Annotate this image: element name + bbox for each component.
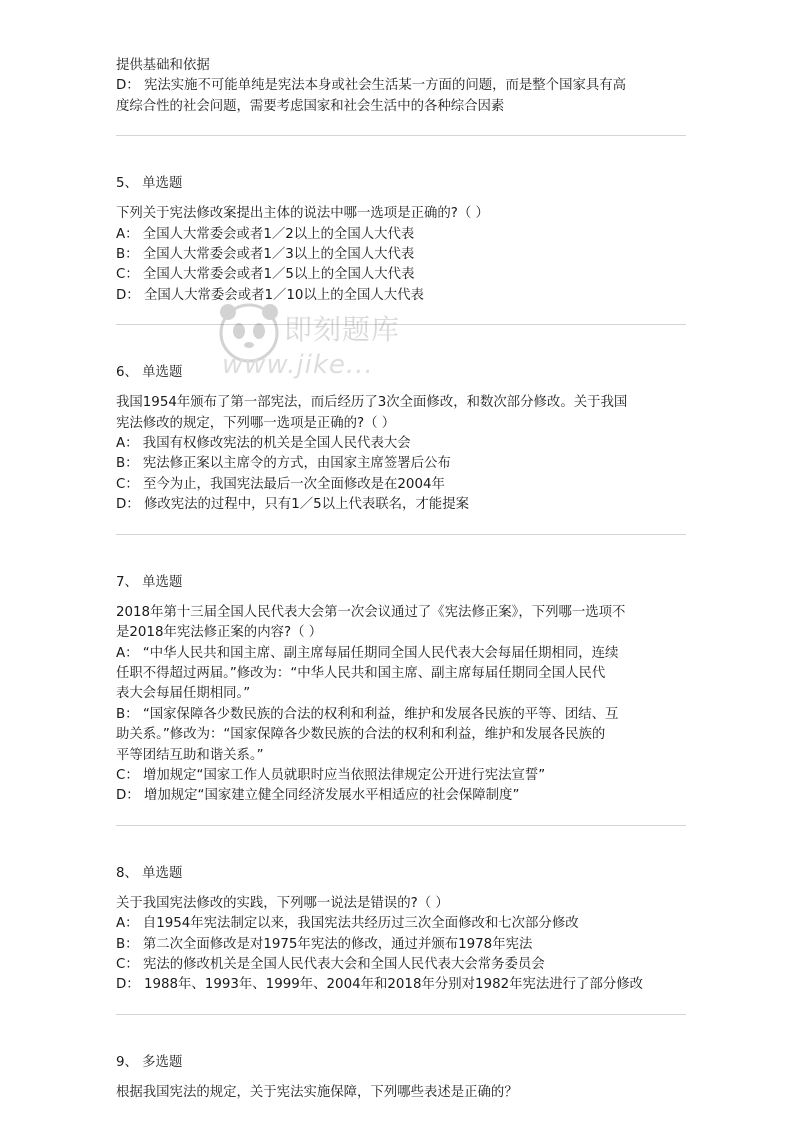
- option-a: A： 自1954年宪法制定以来，我国宪法共经历过三次全面修改和七次部分修改: [116, 916, 579, 932]
- option-d: D： 1988年、1993年、1999年、2004年和2018年分别对1982年宪法进行了部分修改: [116, 977, 644, 993]
- question-header: 9、 多选题: [116, 1054, 183, 1070]
- option-c: C： 宪法的修改机关是全国人民代表大会和全国人民代表大会常务委员会: [116, 956, 545, 972]
- option-a: A： 我国有权修改宪法的机关是全国人民代表大会: [116, 436, 411, 452]
- watermark-url: www.jike...: [222, 350, 374, 380]
- question-6: [116, 363, 686, 515]
- watermark-text: 即刻题库: [284, 313, 401, 346]
- option-c: C： 全国人大常委会或者1／5以上的全国人大代表: [116, 267, 415, 283]
- question-header: 5、 单选题: [116, 176, 183, 192]
- divider: [116, 324, 686, 325]
- question-header: 6、 单选题: [116, 365, 183, 381]
- option-d: D： 修改宪法的过程中，只有1／5以上代表联名，才能提案: [116, 497, 469, 513]
- option-b: B： “国家保障各少数民族的合法的权利和利益，维护和发展各民族的平等、团结、互: [116, 706, 619, 722]
- option-b: B： 第二次全面修改是对1975年宪法的修改，通过并颁布1978年宪法: [116, 936, 533, 952]
- question-stem: 是2018年宪法修正案的内容?（ ）: [116, 625, 323, 641]
- question-5: [116, 174, 686, 306]
- divider: [116, 1014, 686, 1015]
- question-8: [116, 864, 686, 996]
- option-c: C： 至今为止，我国宪法最后一次全面修改是在2004年: [116, 476, 445, 492]
- option-a: A： 全国人大常委会或者1／2以上的全国人大代表: [116, 226, 415, 242]
- option-b: B： 全国人大常委会或者1／3以上的全国人大代表: [116, 247, 415, 263]
- question-stem: 根据我国宪法的规定，关于宪法实施保障，下列哪些表述是正确的？: [116, 1084, 518, 1100]
- divider: [116, 135, 686, 136]
- text-line: 提供基础和依据: [116, 58, 210, 73]
- previous-question-tail: [116, 56, 686, 117]
- question-header: 7、 单选题: [116, 574, 183, 590]
- question-stem: 下列关于宪法修改案提出主体的说法中哪一选项是正确的?（ ）: [116, 206, 489, 222]
- option-b: 平等团结互助和谐关系。”: [116, 747, 264, 763]
- question-stem: 我国1954年颁布了第一部宪法，而后经历了3次全面修改，和数次部分修改。关于我国: [116, 395, 628, 411]
- question-header: 8、 单选题: [116, 865, 183, 881]
- question-stem: 2018年第十三届全国人民代表大会第一次会议通过了《宪法修正案》，下列哪一选项不: [116, 604, 626, 620]
- option-b: 助关系。”修改为：“国家保障各少数民族的合法的权利和利益，维护和发展各民族的: [116, 727, 606, 743]
- question-stem: 宪法修改的规定，下列哪一选项是正确的?（ ）: [116, 415, 396, 431]
- question-stem: 关于我国宪法修改的实践，下列哪一说法是错误的?（ ）: [116, 895, 449, 911]
- option-d: D： 增加规定“国家建立健全同经济发展水平相适应的社会保障制度”: [116, 788, 520, 804]
- option-b: B： 宪法修正案以主席令的方式，由国家主席签署后公布: [116, 456, 451, 472]
- text-line: 度综合性的社会问题，需要考虑国家和社会生活中的各种综合因素: [116, 98, 505, 114]
- document-page: [116, 56, 686, 1103]
- option-d: D： 全国人大常委会或者1／10以上的全国人大代表: [116, 287, 424, 303]
- option-a: A： “中华人民共和国主席、副主席每届任期同全国人民代表大会每届任期相同，连续: [116, 645, 619, 661]
- question-9: [116, 1053, 686, 1103]
- question-7: [116, 573, 686, 807]
- option-a: 任职不得超过两届。”修改为：“中华人民共和国主席、副主席每届任期同全国人民代: [116, 665, 606, 681]
- option-a: 表大会每届任期相同。”: [116, 686, 251, 702]
- divider: [116, 825, 686, 826]
- option-c: C： 增加规定“国家工作人员就职时应当依照法律规定公开进行宪法宣誓”: [116, 767, 546, 783]
- text-line: D： 宪法实施不可能单纯是宪法本身或社会生活某一方面的问题，而是整个国家具有高: [116, 78, 627, 94]
- divider: [116, 534, 686, 535]
